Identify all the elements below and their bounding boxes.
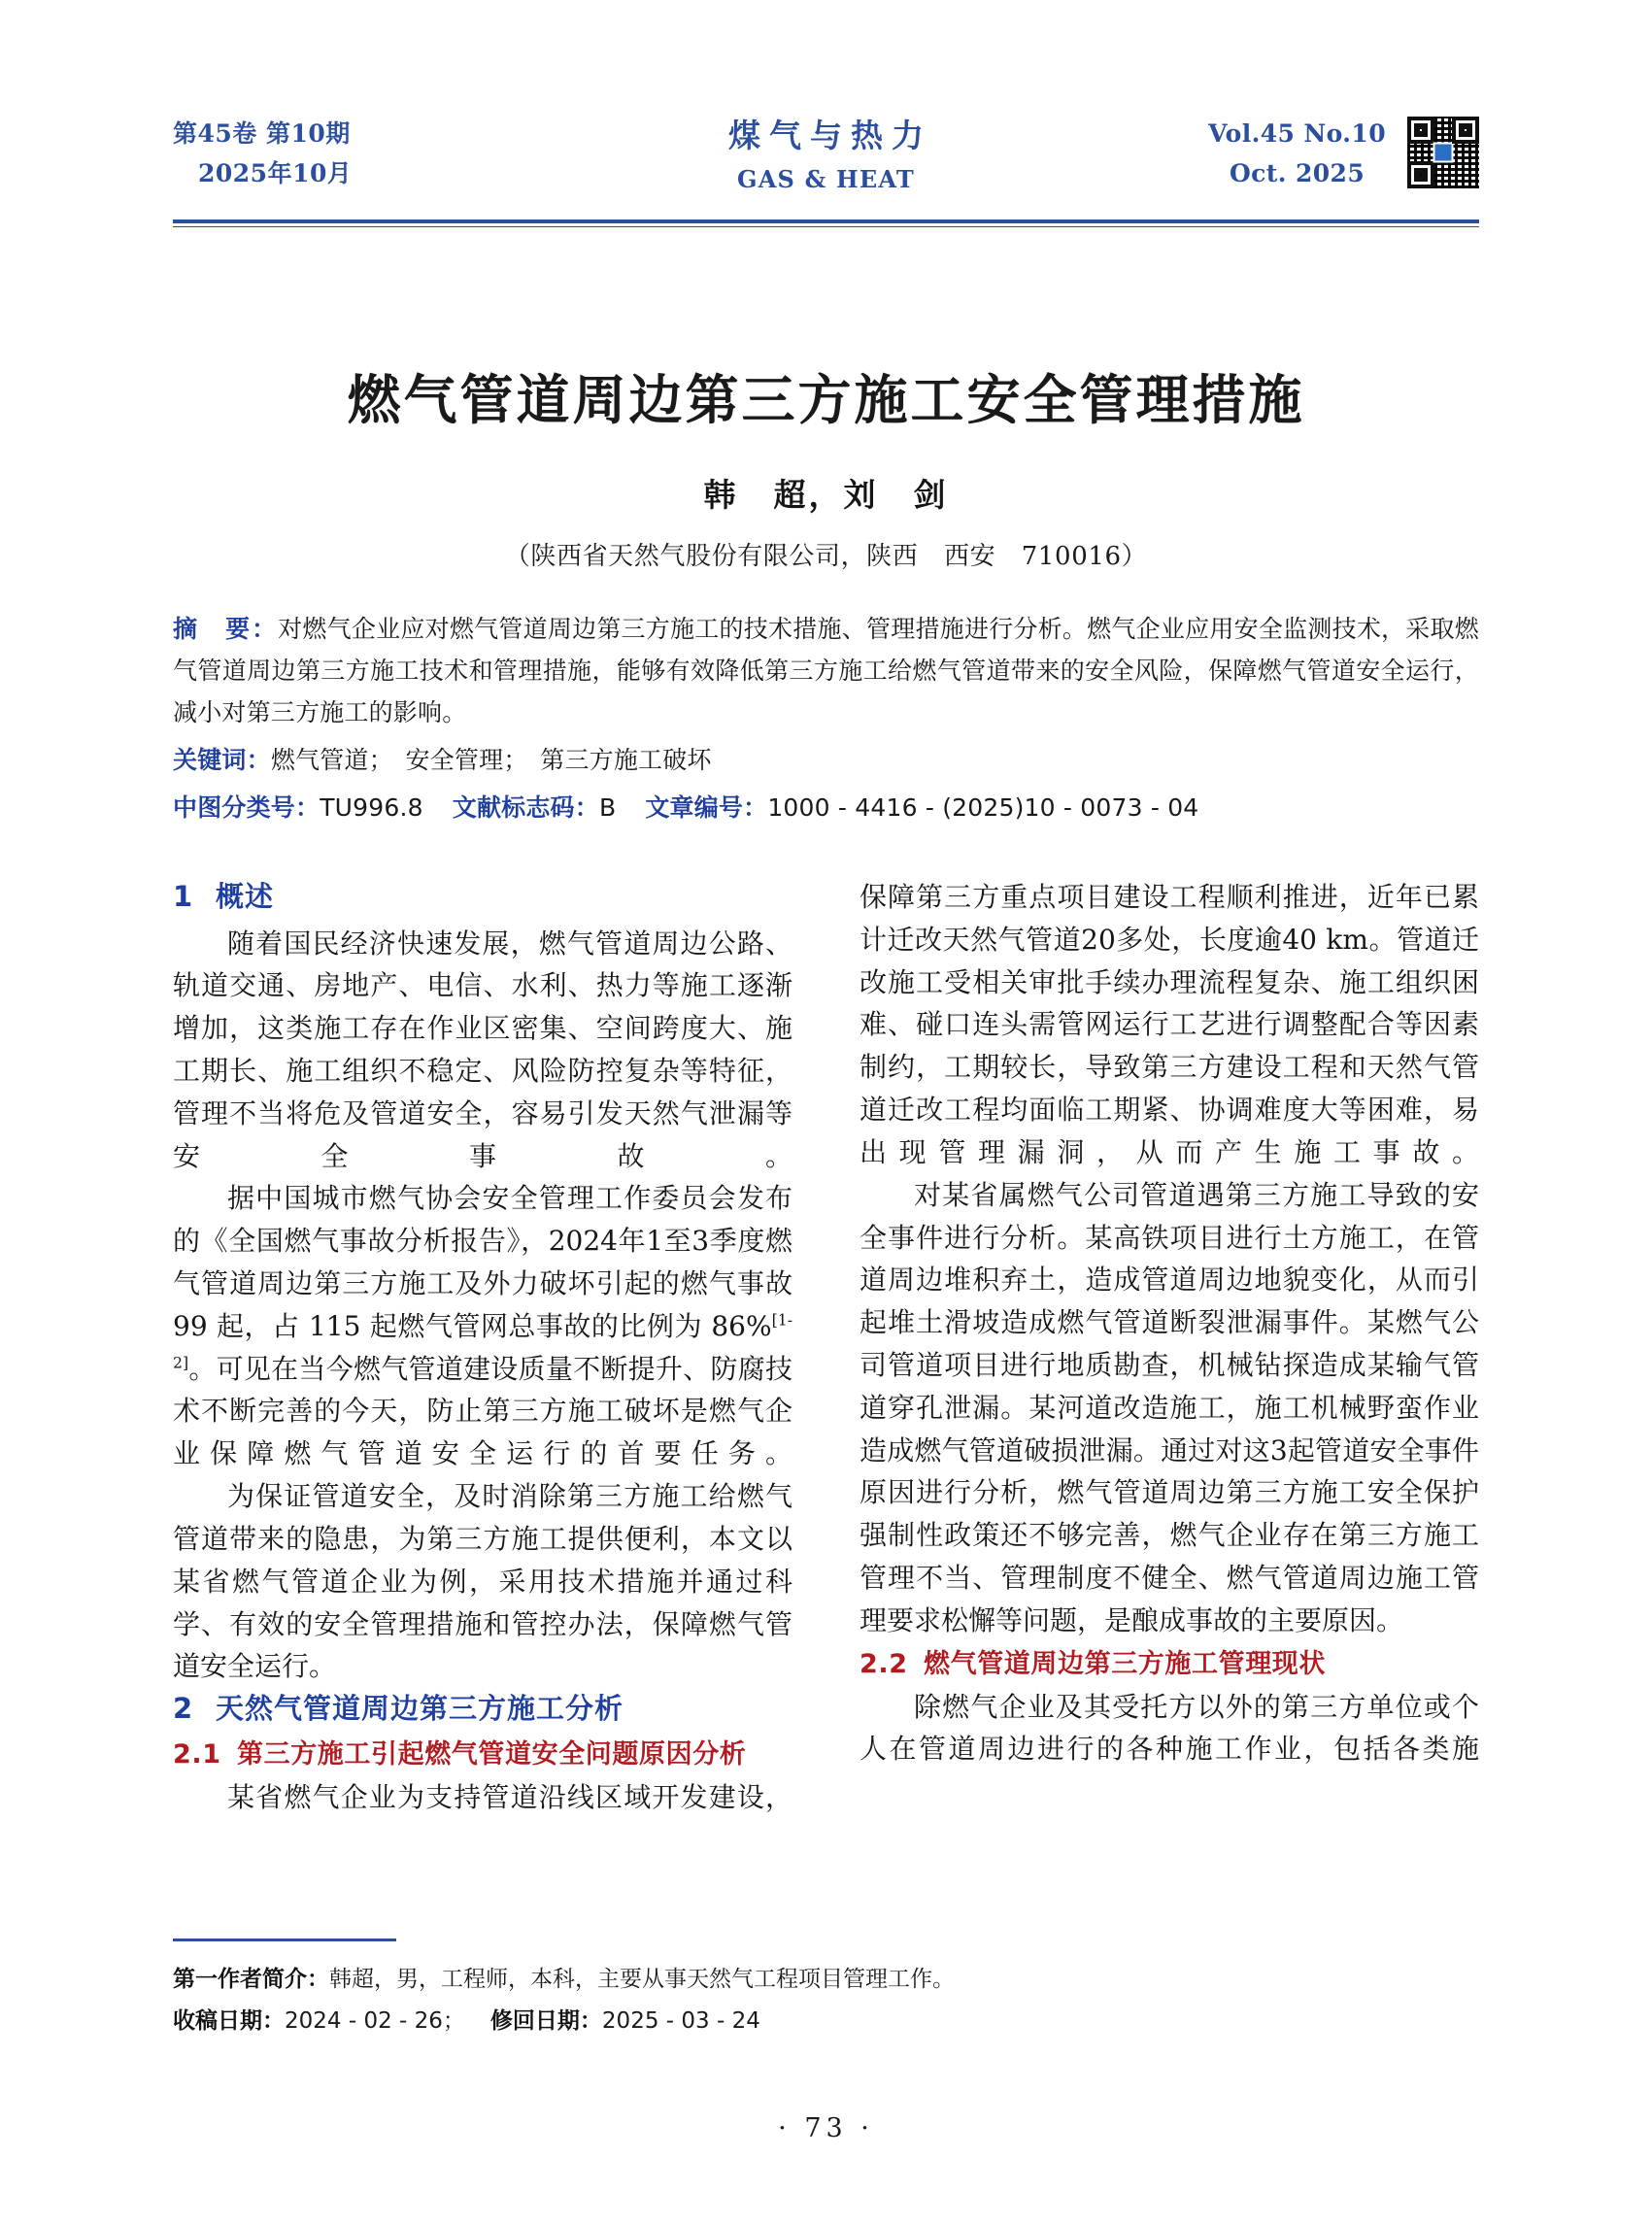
footnote-rule xyxy=(173,1938,396,1941)
page-number: · 73 · xyxy=(778,2113,874,2143)
masthead-right xyxy=(1208,115,1386,193)
left-column xyxy=(173,876,792,1818)
doc-type-segment xyxy=(453,787,617,828)
section-heading-2-2-title: 燃气管道周边第三方施工管理现状 xyxy=(924,1648,1326,1679)
masthead-center xyxy=(720,113,932,197)
article-id-label: 文章编号： xyxy=(645,793,768,822)
footnote-block xyxy=(173,1960,1241,2041)
right-column xyxy=(860,876,1479,1770)
revised-date-label: 修回日期： xyxy=(489,2007,602,2034)
article-id-segment xyxy=(645,787,1198,828)
qr-finder-bottom-left xyxy=(1407,161,1434,188)
paragraph-overview-2 xyxy=(173,1177,792,1475)
doc-type-value: B xyxy=(598,793,617,822)
author-affiliation: （陕西省天然气股份有限公司，陕西 西安 710016） xyxy=(504,542,1148,571)
paragraph-section-2-2: 除燃气企业及其受托方以外的第三方单位或个人在管道周边进行的各种施工作业，包括各类施 xyxy=(860,1690,1479,1766)
masthead xyxy=(173,115,1479,219)
doc-type-label: 文献标志码： xyxy=(452,793,599,822)
section-heading-2 xyxy=(173,1688,792,1731)
revised-date-value: 2025 - 03 - 24 xyxy=(601,2007,760,2034)
journal-title-en: GAS & HEAT xyxy=(737,164,915,193)
qr-code-icon[interactable] xyxy=(1407,117,1479,188)
abstract-block xyxy=(173,608,1479,828)
section-heading-1-number: 1 xyxy=(173,880,194,913)
footnote-author-text: 韩超，男，工程师，本科，主要从事天然气工程项目管理工作。 xyxy=(329,1967,955,1992)
header-rule-thin xyxy=(173,226,1479,227)
section-heading-2-2-number: 2.2 xyxy=(860,1648,908,1679)
publication-date-text-en: Oct. 2025 xyxy=(1230,158,1365,187)
clc-value: TU996.8 xyxy=(320,793,423,822)
received-date-value: 2024 - 02 - 26； xyxy=(285,2007,465,2034)
received-date-label: 收稿日期： xyxy=(173,2007,285,2034)
section-heading-2-number: 2 xyxy=(173,1692,194,1726)
section-heading-2-1 xyxy=(173,1735,792,1774)
body-columns xyxy=(173,876,1479,1867)
footnote-author-bio xyxy=(173,1960,1241,2000)
keywords-label: 关键词： xyxy=(173,746,271,774)
keywords-text: 燃气管道； 安全管理； 第三方施工破坏 xyxy=(270,746,712,774)
paragraph-right-1: 保障第三方重点项目建设工程顺利推进，近年已累计迁改天然气管道20多处，长度逾40 km。管道迁改施工受相关审批手续办理流程复杂、施工组织困难、碰口连头需管网运行工艺进行调整配合等因素制约，工期较长，导致第三方建设工程和天然气管道迁改工程均面临工期紧、协调难度大等困难，易出现管理漏洞，从而产生施工事故。 xyxy=(860,881,1479,1168)
section-heading-2-1-title: 第三方施工引起燃气管道安全问题原因分析 xyxy=(237,1738,747,1770)
keywords-line xyxy=(173,739,1479,781)
paragraph-overview-3: 为保证管道安全，及时消除第三方施工给燃气管道带来的隐患，为第三方施工提供便利，本文以某省燃气管道企业为例，采用技术措施并通过科学、有效的安全管理措施和管控办法，保障燃气管道安全运行。 xyxy=(173,1480,792,1683)
abstract-text: 对燃气企业应对燃气管道周边第三方施工的技术措施、管理措施进行分析。燃气企业应用安全监测技术，采取燃气管道周边第三方施工技术和管理措施，能够有效降低第三方施工给燃气管道带来的安全风险，保障燃气管道安全运行，减小对第三方施工的影响。 xyxy=(173,615,1479,726)
paragraph-section-2-1: 某省燃气企业为支持管道沿线区域开发建设， xyxy=(227,1780,792,1813)
reference-citation: [1-2] xyxy=(173,1310,792,1372)
article-id-value: 1000 - 4416 - (2025)10 - 0073 - 04 xyxy=(767,793,1199,822)
footnote-dates xyxy=(173,2002,1241,2041)
section-heading-2-title: 天然气管道周边第三方施工分析 xyxy=(216,1692,624,1726)
abstract-label: 摘 要： xyxy=(173,615,279,643)
section-heading-2-1-number: 2.1 xyxy=(173,1738,221,1770)
section-heading-2-2 xyxy=(860,1644,1479,1684)
masthead-left xyxy=(173,115,352,193)
header-rule-thick xyxy=(173,219,1479,223)
journal-title-cn: 煤气与热力 xyxy=(728,117,932,154)
abstract-paragraph xyxy=(173,608,1479,733)
publication-date-text: 2025年10月 xyxy=(198,158,353,187)
qr-center-logo xyxy=(1433,143,1454,163)
volume-issue-text: 第45卷 第10期 xyxy=(173,119,351,148)
classification-line xyxy=(173,787,1479,828)
clc-segment xyxy=(173,787,423,828)
section-heading-1-title: 概述 xyxy=(216,880,275,913)
paragraph-right-2: 对某省属燃气公司管道遇第三方施工导致的安全事件进行分析。某高铁项目进行土方施工，在管道周边堆积弃土，造成管道周边地貌变化，从而引起堆土滑坡造成燃气管道断裂泄漏事件。某燃气公司管道项目进行地质勘查，机械钻探造成某输气管道穿孔泄漏。某河道改造施工，施工机械野蛮作业造成燃气管道破损泄漏。通过对这3起管道安全事件原因进行分析，燃气管道周边第三方施工安全保护强制性政策还不够完善，燃气企业存在第三方施工管理不当、管理制度不健全、燃气管道周边施工管理要求松懈等问题，是酿成事故的主要原因。 xyxy=(860,1178,1479,1636)
section-heading-1 xyxy=(173,876,792,919)
volume-issue-text-en: Vol.45 No.10 xyxy=(1208,119,1386,148)
paragraph-overview-2b: 。可见在当今燃气管道建设质量不断提升、防腐技术不断完善的今天，防止第三方施工破坏是燃气企业保障燃气管道安全运行的首要任务。 xyxy=(173,1352,792,1470)
article-authors: 韩 超，刘 剑 xyxy=(703,476,949,514)
article-title: 燃气管道周边第三方施工安全管理措施 xyxy=(347,368,1305,431)
paragraph-overview-2a: 据中国城市燃气协会安全管理工作委员会发布的《全国燃气事故分析报告》，2024年1至3季度燃气管道周边第三方施工及外力破坏引起的燃气事故 99 起，占 115 起燃气管网总事故的比例为 86% xyxy=(173,1182,792,1342)
footnote-author-label: 第一作者简介： xyxy=(173,1967,329,1992)
paragraph-overview-1: 随着国民经济快速发展，燃气管道周边公路、轨道交通、房地产、电信、水利、热力等施工逐渐增加，这类施工存在作业区密集、空间跨度大、施工期长、施工组织不稳定、风险防控复杂等特征，管理不当将危及管道安全，容易引发天然气泄漏等安全事故。 xyxy=(173,927,792,1172)
clc-label: 中图分类号： xyxy=(173,793,320,822)
